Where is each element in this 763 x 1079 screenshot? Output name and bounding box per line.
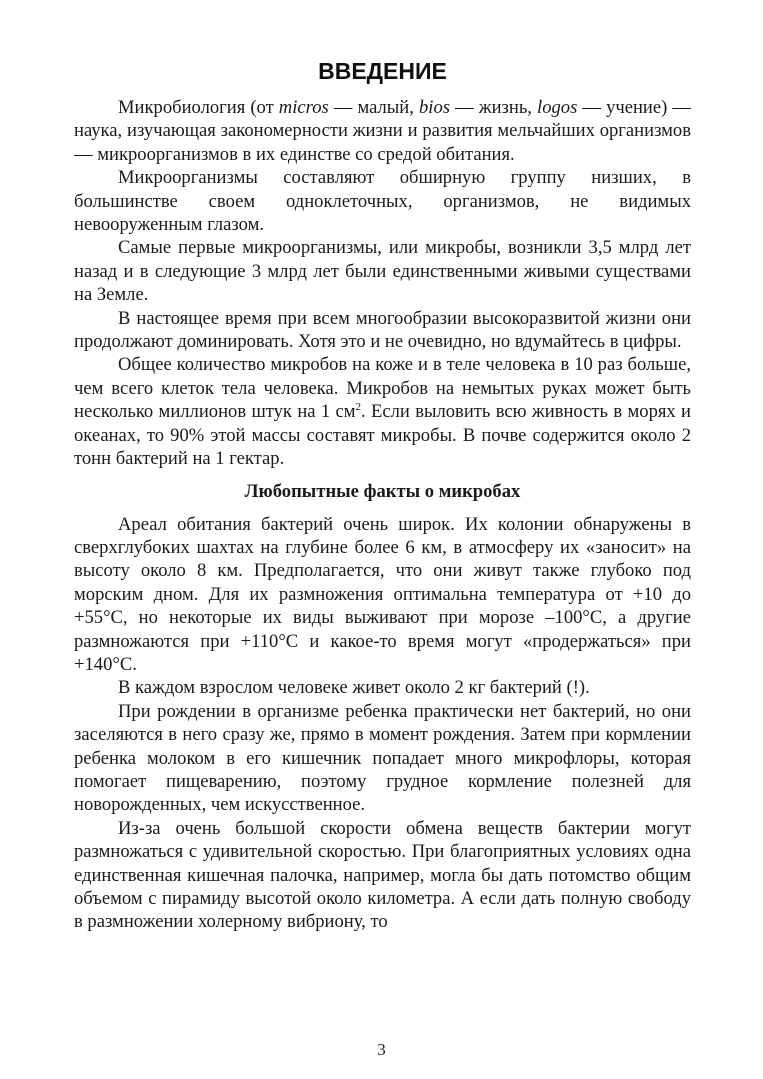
term-bios: bios — [418, 97, 450, 118]
paragraph-first-microbes: Самые первые микроорганизмы, или микробы, возникли 3,5 млрд лет назад и в следующие 3 млрд лет были единственными живыми существами на Земле. — [74, 237, 691, 306]
term-micros: micros — [278, 97, 329, 118]
paragraph-dominance: В настоящее время при всем многообразии высокоразвитой жизни они продолжают доминировать. Хотя это и не очевидно, но вдумайтесь в цифры. — [74, 307, 691, 353]
paragraph-microbiology-definition — [74, 96, 691, 166]
superscript: 2 — [355, 401, 362, 414]
section-heading: Любопытные факты о микробах — [244, 480, 521, 502]
text-run: Общее количество микробов на коже и в теле человека в 10 раз больше, чем всего клеток тела человека. Микробов на немытых руках может быть несколько миллионов штук на 1 см — [74, 354, 691, 423]
paragraph-habitat: Ареал обитания бактерий очень широк. Их колонии обнаружены в сверхглубоких шахтах на глубине более 6 км, в атмосферу их «заносит» на высоту около 8 км. Предполагается, что они живут также глубоко под морским дном. Для их размножения оптимальна температура от +10 до +55°С, но некоторые их виды выживают при морозе –100°С, а другие размножаются при +110°С и какое-то время могут «продержаться» при +140°С. — [74, 513, 691, 675]
paragraph-microbe-counts — [74, 353, 691, 470]
chapter-title: ВВЕДЕНИЕ — [318, 58, 447, 84]
text-run: . Если выловить всю живность в морях и океанах, то 90% этой массы составят микробы. В почве содержится около 2 тонн бактерий на 1 гектар. — [74, 401, 692, 470]
term-logos: logos — [537, 97, 578, 118]
text-run: — жизнь, — [449, 97, 538, 118]
page-number: 3 — [377, 1040, 386, 1059]
page-body — [74, 48, 691, 934]
text-run: Микробиология (от — [118, 97, 279, 118]
paragraph-microorganisms-group: Микроорганизмы составляют обширную группу низших, в большинстве своем одноклеточных, организмов, не видимых невооруженным глазом. — [74, 167, 691, 236]
paragraph-reproduction: Из-за очень большой скорости обмена веществ бактерии могут размножаться с удивительной скоростью. При благоприятных условиях одна единственная кишечная палочка, например, могла бы дать потомство общим объемом с пирамиду высотой около километра. А если дать полную свободу в размножении холерному вибриону, то — [74, 817, 691, 933]
text-run: — учение) — наука, изучающая закономерности жизни и развития мельчайших организмов — микроорганизмов в их единстве со средой обитания. — [74, 97, 691, 165]
paragraph-newborn: При рождении в организме ребенка практически нет бактерий, но они заселяются в него сразу же, прямо в момент рождения. Затем при кормлении ребенка молоком в его кишечник попадает много микрофлоры, которая помогает пищеварению, поэтому грудное кормление полезней для новорожденных, чем искусственное. — [74, 700, 691, 816]
text-run: — малый, — [328, 97, 419, 118]
paragraph-adult-bacteria: В каждом взрослом человеке живет около 2 кг бактерий (!). — [118, 677, 590, 699]
